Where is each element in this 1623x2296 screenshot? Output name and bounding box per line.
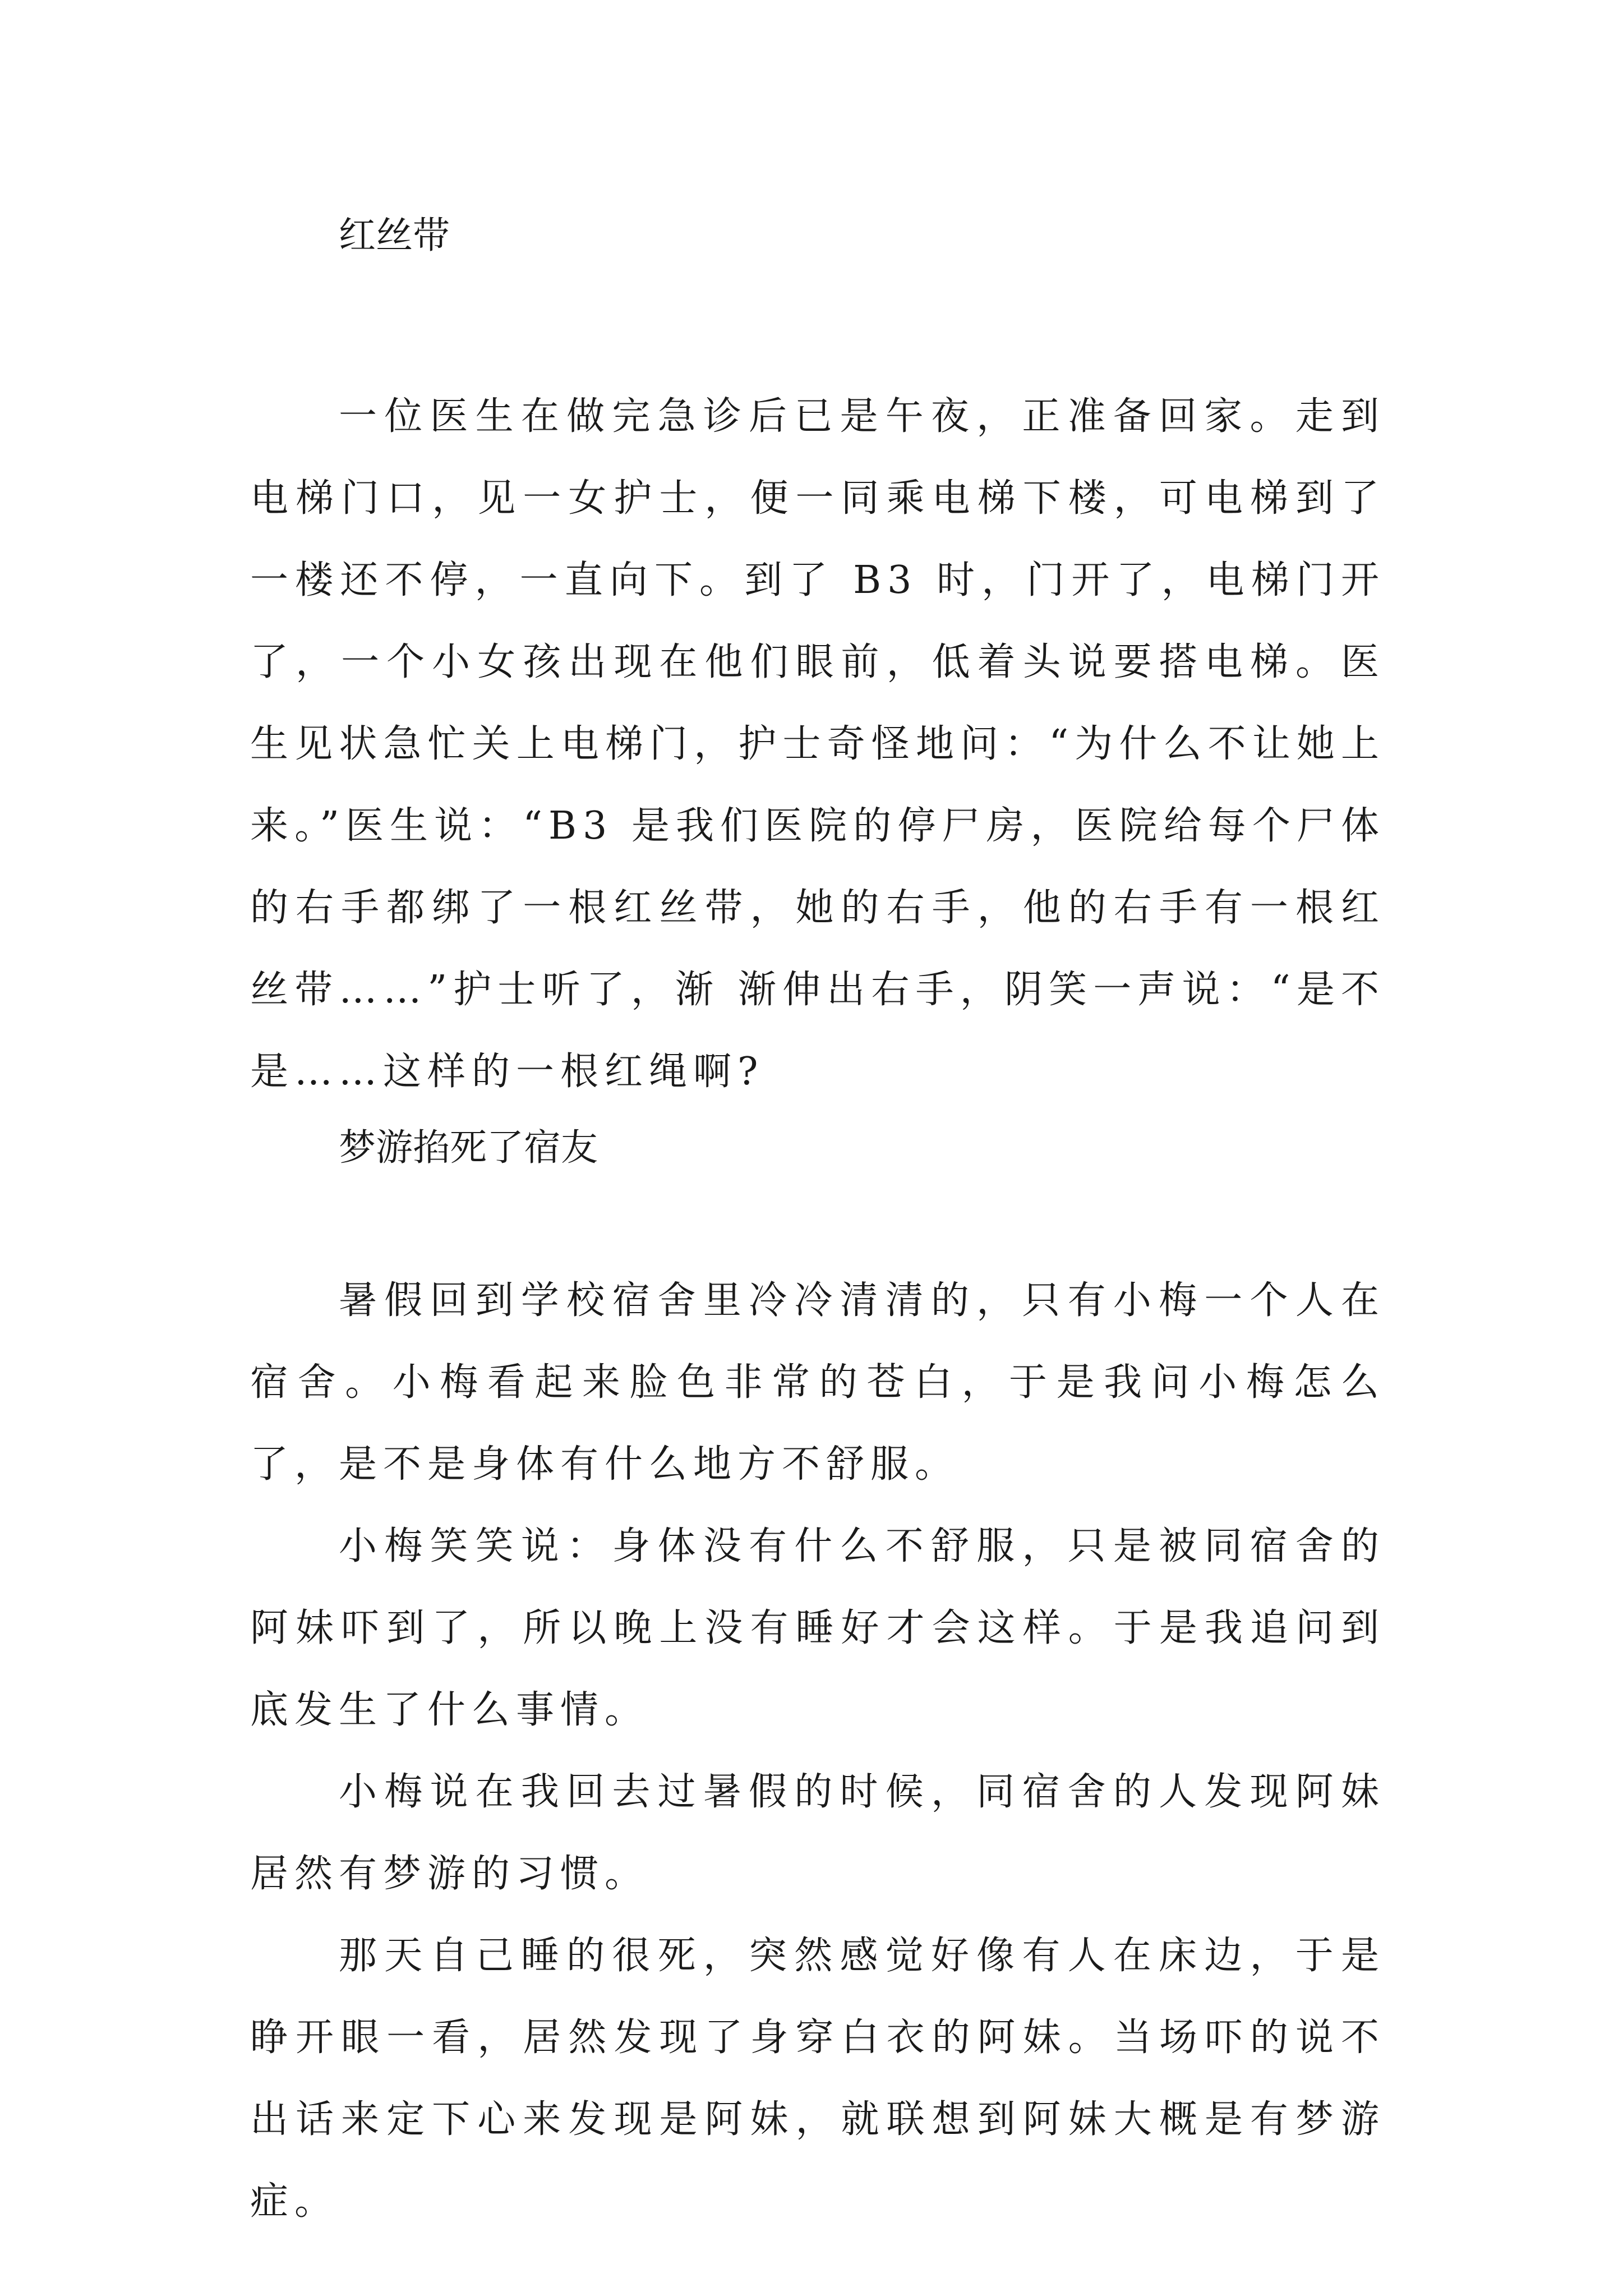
spacer bbox=[250, 1176, 1385, 1260]
story-paragraph: 一位医生在做完急诊后已是午夜，正准备回家。走到电梯门口，见一女护士，便一同乘电梯下楼，可电梯到了一楼还不停，一直向下。到了 B3 时，门开了，电梯门开了，一个小女孩出现在他们眼前，低着头说要搭电梯。医生见状急忙关上电梯门，护士奇怪地问：“为什么不让她上来。”医生说：“B3 是我们医院的停尸房，医院给每个尸体的右手都绑了一根红丝带，她的右手，他的右手有一根红丝带……”护士听了，渐 渐伸出右手，阴笑一声说：“是不是……这样的一根红绳啊? bbox=[250, 394, 1385, 1094]
document-body bbox=[250, 208, 1385, 2243]
story-paragraph: 小梅笑笑说：身体没有什么不舒服，只是被同宿舍的阿妹吓到了，所以晚上没有睡好才会这样。于是我追问到底发生了什么事情。 bbox=[250, 1524, 1385, 1732]
story-paragraph: 暑假回到学校宿舍里冷冷清清的，只有小梅一个人在宿舍。小梅看起来脸色非常的苍白，于是我问小梅怎么了，是不是身体有什么地方不舒服。 bbox=[250, 1278, 1385, 1487]
story-paragraph: 那天自己睡的很死，突然感觉好像有人在床边，于是睁开眼一看，居然发现了身穿白衣的阿妹。当场吓的说不出话来定下心来发现是阿妹，就联想到阿妹大概是有梦游症。 bbox=[250, 1934, 1385, 2224]
story-title-sleepwalking: 梦游掐死了宿友 bbox=[339, 1126, 598, 1169]
story-title-red-ribbon: 红丝带 bbox=[339, 214, 450, 257]
spacer bbox=[250, 264, 1385, 376]
story-paragraph: 小梅说在我回去过暑假的时候，同宿舍的人发现阿妹居然有梦游的习惯。 bbox=[250, 1770, 1385, 1896]
